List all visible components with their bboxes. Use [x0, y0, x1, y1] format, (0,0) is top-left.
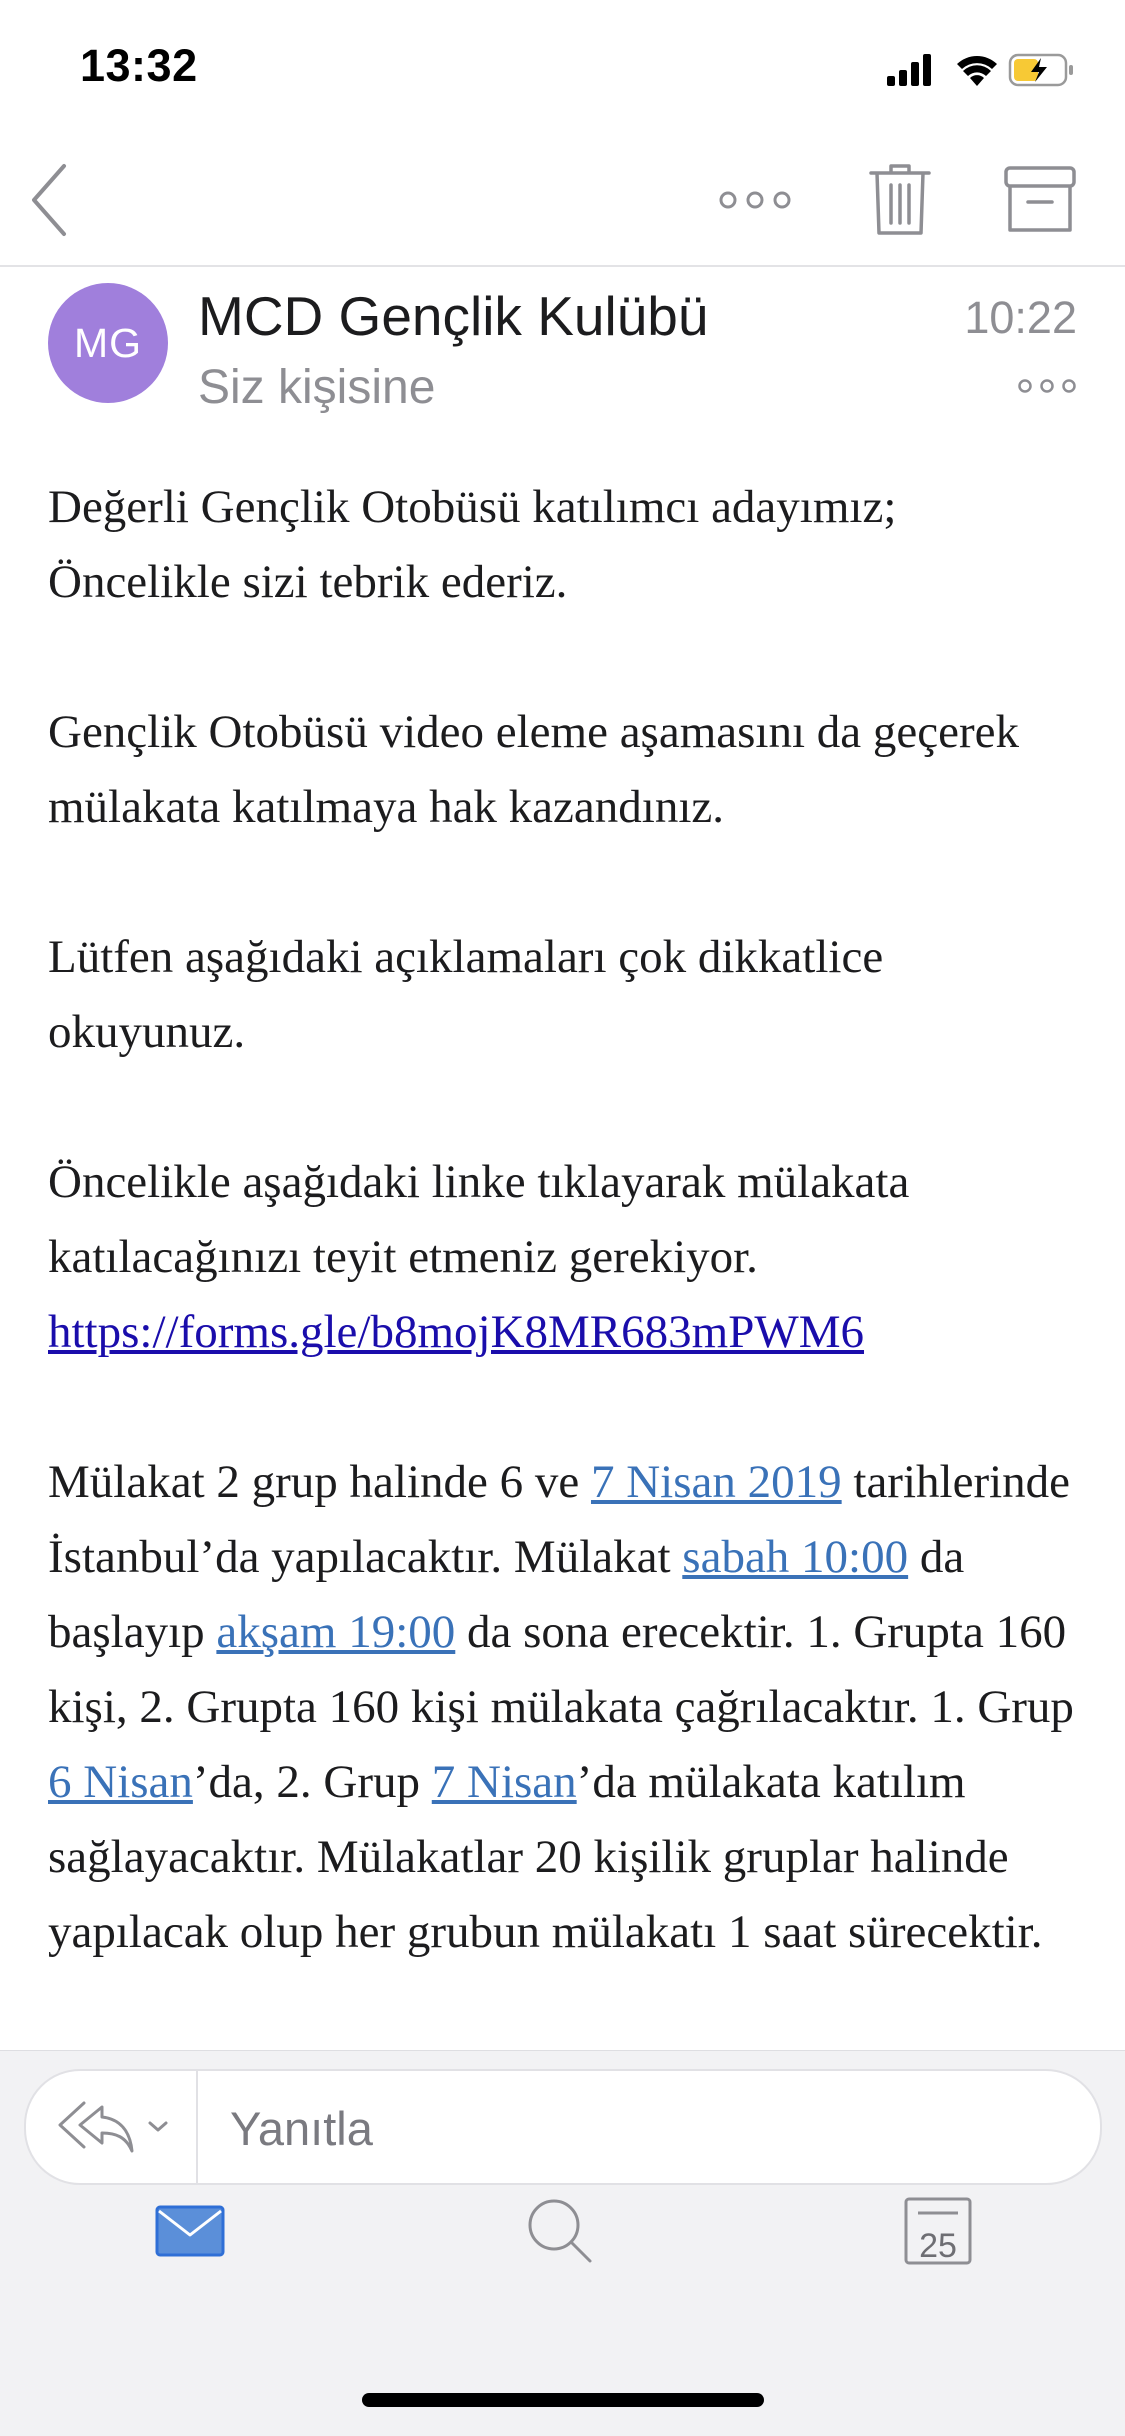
search-icon	[526, 2197, 594, 2265]
body-text: tarihlerinde İstanbul’da yapılacaktır. Mülakat	[48, 1456, 1071, 1583]
wifi-icon	[957, 56, 997, 86]
tab-mail[interactable]	[150, 2181, 230, 2281]
greeting-line: Değerli Gençlik Otobüsü katılımcı adayımız;	[48, 481, 897, 533]
confirm-text: Öncelikle aşağıdaki linke tıklayarak mülakata katılacağınızı teyit etmeniz gerekiyor.	[48, 1156, 910, 1283]
reply-area	[0, 2050, 1125, 2436]
body-paragraph: Gençlik Otobüsü video eleme aşamasını da geçerek mülakata katılmaya hak kazandınız.	[48, 706, 1019, 833]
signal-icon	[887, 54, 931, 86]
body-paragraph: Lütfen aşağıdaki açıklamaları çok dikkatlice okuyunuz.	[48, 931, 884, 1058]
archive-icon	[1004, 166, 1076, 234]
date-link[interactable]: 7 Nisan	[431, 1756, 577, 1808]
tab-calendar[interactable]	[898, 2181, 978, 2281]
delete-button[interactable]	[860, 135, 940, 265]
reply-divider	[196, 2071, 198, 2183]
sender-avatar: MG	[48, 283, 168, 403]
message-time: 10:22	[964, 292, 1077, 343]
tab-search[interactable]	[520, 2181, 600, 2281]
reply-options-button[interactable]	[54, 2097, 184, 2162]
tab-bar	[0, 2181, 1125, 2301]
reply-input[interactable]	[24, 2069, 1102, 2185]
more-options-button[interactable]	[715, 135, 795, 265]
body-text: Mülakat 2 grup halinde 6 ve	[48, 1456, 591, 1508]
home-indicator[interactable]	[362, 2393, 764, 2407]
chevron-left-icon	[28, 162, 68, 238]
body-text: da sona erecektir. 1. Grupta 160 kişi, 2. Grupta 160 kişi mülakata çağrılacaktır. 1. Grup	[48, 1606, 1074, 1733]
calendar-day: 25	[919, 2227, 957, 2265]
date-link[interactable]: 6 Nisan	[48, 1756, 193, 1808]
status-time: 13:32	[80, 40, 198, 91]
mail-icon	[155, 2205, 225, 2257]
body-paragraph	[48, 470, 1088, 620]
trash-icon	[869, 163, 931, 237]
more-horizontal-icon	[1017, 374, 1077, 398]
chevron-down-icon	[150, 2123, 166, 2130]
body-paragraph	[48, 1445, 1088, 1970]
status-bar	[0, 0, 1125, 135]
time-link[interactable]: sabah 10:00	[682, 1531, 909, 1583]
calendar-icon	[904, 2197, 972, 2265]
more-horizontal-icon	[718, 190, 792, 210]
status-icons	[887, 48, 1077, 92]
date-link[interactable]: 7 Nisan 2019	[590, 1456, 842, 1508]
body-text: da başlayıp	[48, 1531, 965, 1658]
message-more-button[interactable]	[1017, 374, 1077, 398]
reply-placeholder[interactable]: Yanıtla	[230, 2102, 373, 2155]
back-button[interactable]	[18, 135, 78, 265]
body-paragraph	[48, 1145, 1088, 1370]
reply-all-icon	[60, 2103, 132, 2151]
body-text: ’da, 2. Grup	[192, 1756, 432, 1808]
battery-icon	[1010, 55, 1073, 85]
message-body	[48, 470, 1088, 2045]
congrats-line: Öncelikle sizi tebrik ederiz.	[48, 556, 568, 608]
form-link[interactable]: https://forms.gle/b8mojK8MR683mPWM6	[48, 1306, 865, 1358]
recipient-label[interactable]: Siz kişisine	[198, 361, 436, 414]
archive-button[interactable]	[997, 135, 1083, 265]
sender-name[interactable]: MCD Gençlik Kulübü	[198, 285, 709, 347]
time-link[interactable]: akşam 19:00	[216, 1606, 456, 1658]
body-text: ’da mülakata katılım sağlayacaktır. Mülakatlar 20 kişilik gruplar halinde yapılacak olup her grubun mülakatı 1 saat sürecektir.	[48, 1756, 1043, 1958]
message-toolbar	[0, 135, 1125, 267]
